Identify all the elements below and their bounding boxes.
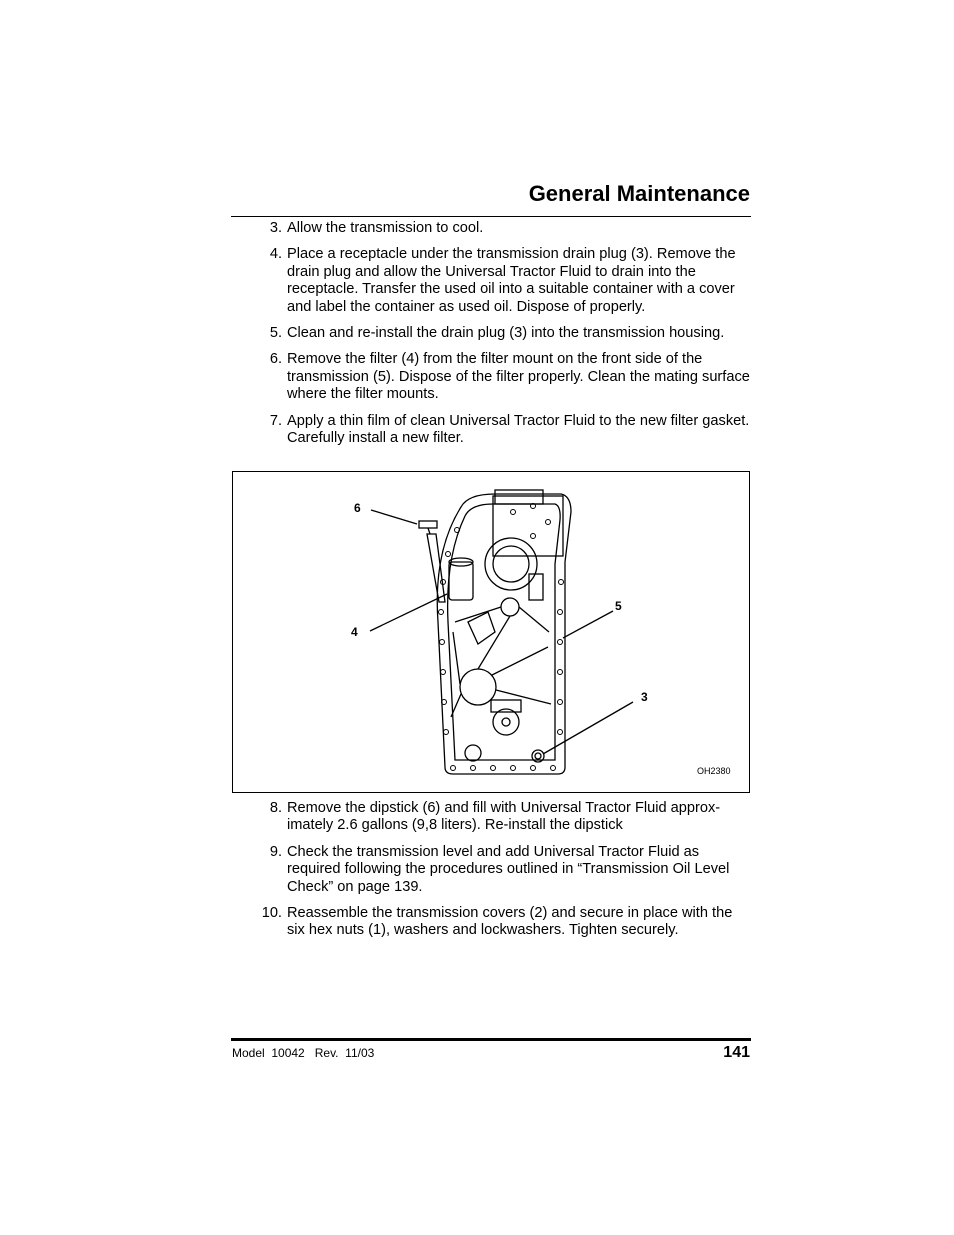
- rib: [453, 632, 460, 684]
- transmission-illustration: [233, 472, 749, 792]
- callout-3: 3: [641, 690, 648, 704]
- callout-6: 6: [354, 501, 361, 515]
- callout-5: 5: [615, 599, 622, 613]
- step-10: [257, 905, 752, 940]
- steps-after-figure: [257, 800, 752, 949]
- step-number: 10.: [261, 905, 282, 922]
- rib: [455, 607, 501, 622]
- step-4: [257, 246, 752, 316]
- leader-line-3: [543, 702, 633, 754]
- page-number: 141: [723, 1044, 750, 1061]
- step-5: [257, 325, 752, 342]
- step-number: 6.: [269, 351, 282, 368]
- dipstick-handle: [419, 521, 437, 528]
- footer-model: Model 10042 Rev. 11/03: [232, 1046, 375, 1060]
- step-number: 8.: [269, 800, 282, 816]
- lower-boss-center: [502, 718, 510, 726]
- bolt-holes: [439, 504, 564, 771]
- step-number: 3.: [269, 220, 282, 236]
- rib: [496, 690, 551, 704]
- step-3: [257, 220, 752, 237]
- leader-line-6: [371, 510, 417, 524]
- step-number: 5.: [269, 325, 282, 342]
- step-text: Clean and re-install the drain plug (3) into the transmission housing.: [287, 325, 725, 342]
- filter: [449, 562, 473, 600]
- port-block: [529, 574, 543, 600]
- leader-line-4: [370, 594, 447, 631]
- section-title: General Maintenance: [528, 181, 750, 206]
- step-text: Remove the dipstick (6) and fill with Universal Tractor Fluid approx-imately 2.6 gallons (9,8 liters). Re-install the dipstick: [287, 800, 721, 834]
- step-text: Allow the transmission to cool.: [287, 220, 484, 236]
- step-number: 4.: [269, 246, 282, 263]
- footer-rule: [231, 1038, 751, 1041]
- steps-before-figure: [257, 220, 752, 456]
- step-text: Place a receptacle under the transmission drain plug (3). Remove the drain plug and allow the Universal Tractor Fluid to drain into the receptacle. Transfer the used oil into a suitable container with a cover and label the container as used oil. Dispose of properly.: [287, 246, 736, 315]
- step-number: 7.: [269, 412, 282, 429]
- step-7: [257, 413, 752, 448]
- callout-4: 4: [351, 625, 358, 639]
- step-text: Apply a thin film of clean Universal Tractor Fluid to the new filter gasket. Carefully install a new filter.: [287, 412, 750, 447]
- filter-mount-inner: [493, 546, 529, 582]
- dipstick-stem: [428, 528, 430, 534]
- rib: [492, 647, 548, 675]
- drain-plug-inner: [535, 753, 541, 759]
- leader-line-5: [563, 611, 613, 638]
- lower-boss-ring: [493, 709, 519, 735]
- figure-code: OH2380: [697, 766, 731, 776]
- rib: [519, 607, 549, 632]
- header-rule: [231, 216, 751, 217]
- lower-left-plug: [465, 745, 481, 761]
- lower-boss: [491, 700, 521, 712]
- step-text: Reassemble the transmission covers (2) and secure in place with the six hex nuts (1), washers and lockwashers. Tighten securely.: [287, 905, 733, 939]
- rib: [478, 616, 510, 669]
- step-6: [257, 351, 752, 403]
- step-8: [257, 800, 752, 835]
- transmission-figure: [232, 471, 750, 793]
- hub-upper: [501, 598, 519, 616]
- step-text: Check the transmission level and add Universal Tractor Fluid as required following the procedures outlined in “Transmission Oil Level Check” on page 139.: [287, 843, 730, 895]
- step-number: 9.: [269, 843, 282, 860]
- dipstick-tube: [427, 534, 445, 602]
- step-text: Remove the filter (4) from the filter mount on the front side of the transmission (5). Dispose of the filter properly. Clean the mating surface where the filter mounts.: [287, 351, 750, 403]
- valve-block-top: [495, 490, 543, 504]
- step-9: [257, 844, 752, 896]
- housing-inner-outline: [448, 504, 561, 760]
